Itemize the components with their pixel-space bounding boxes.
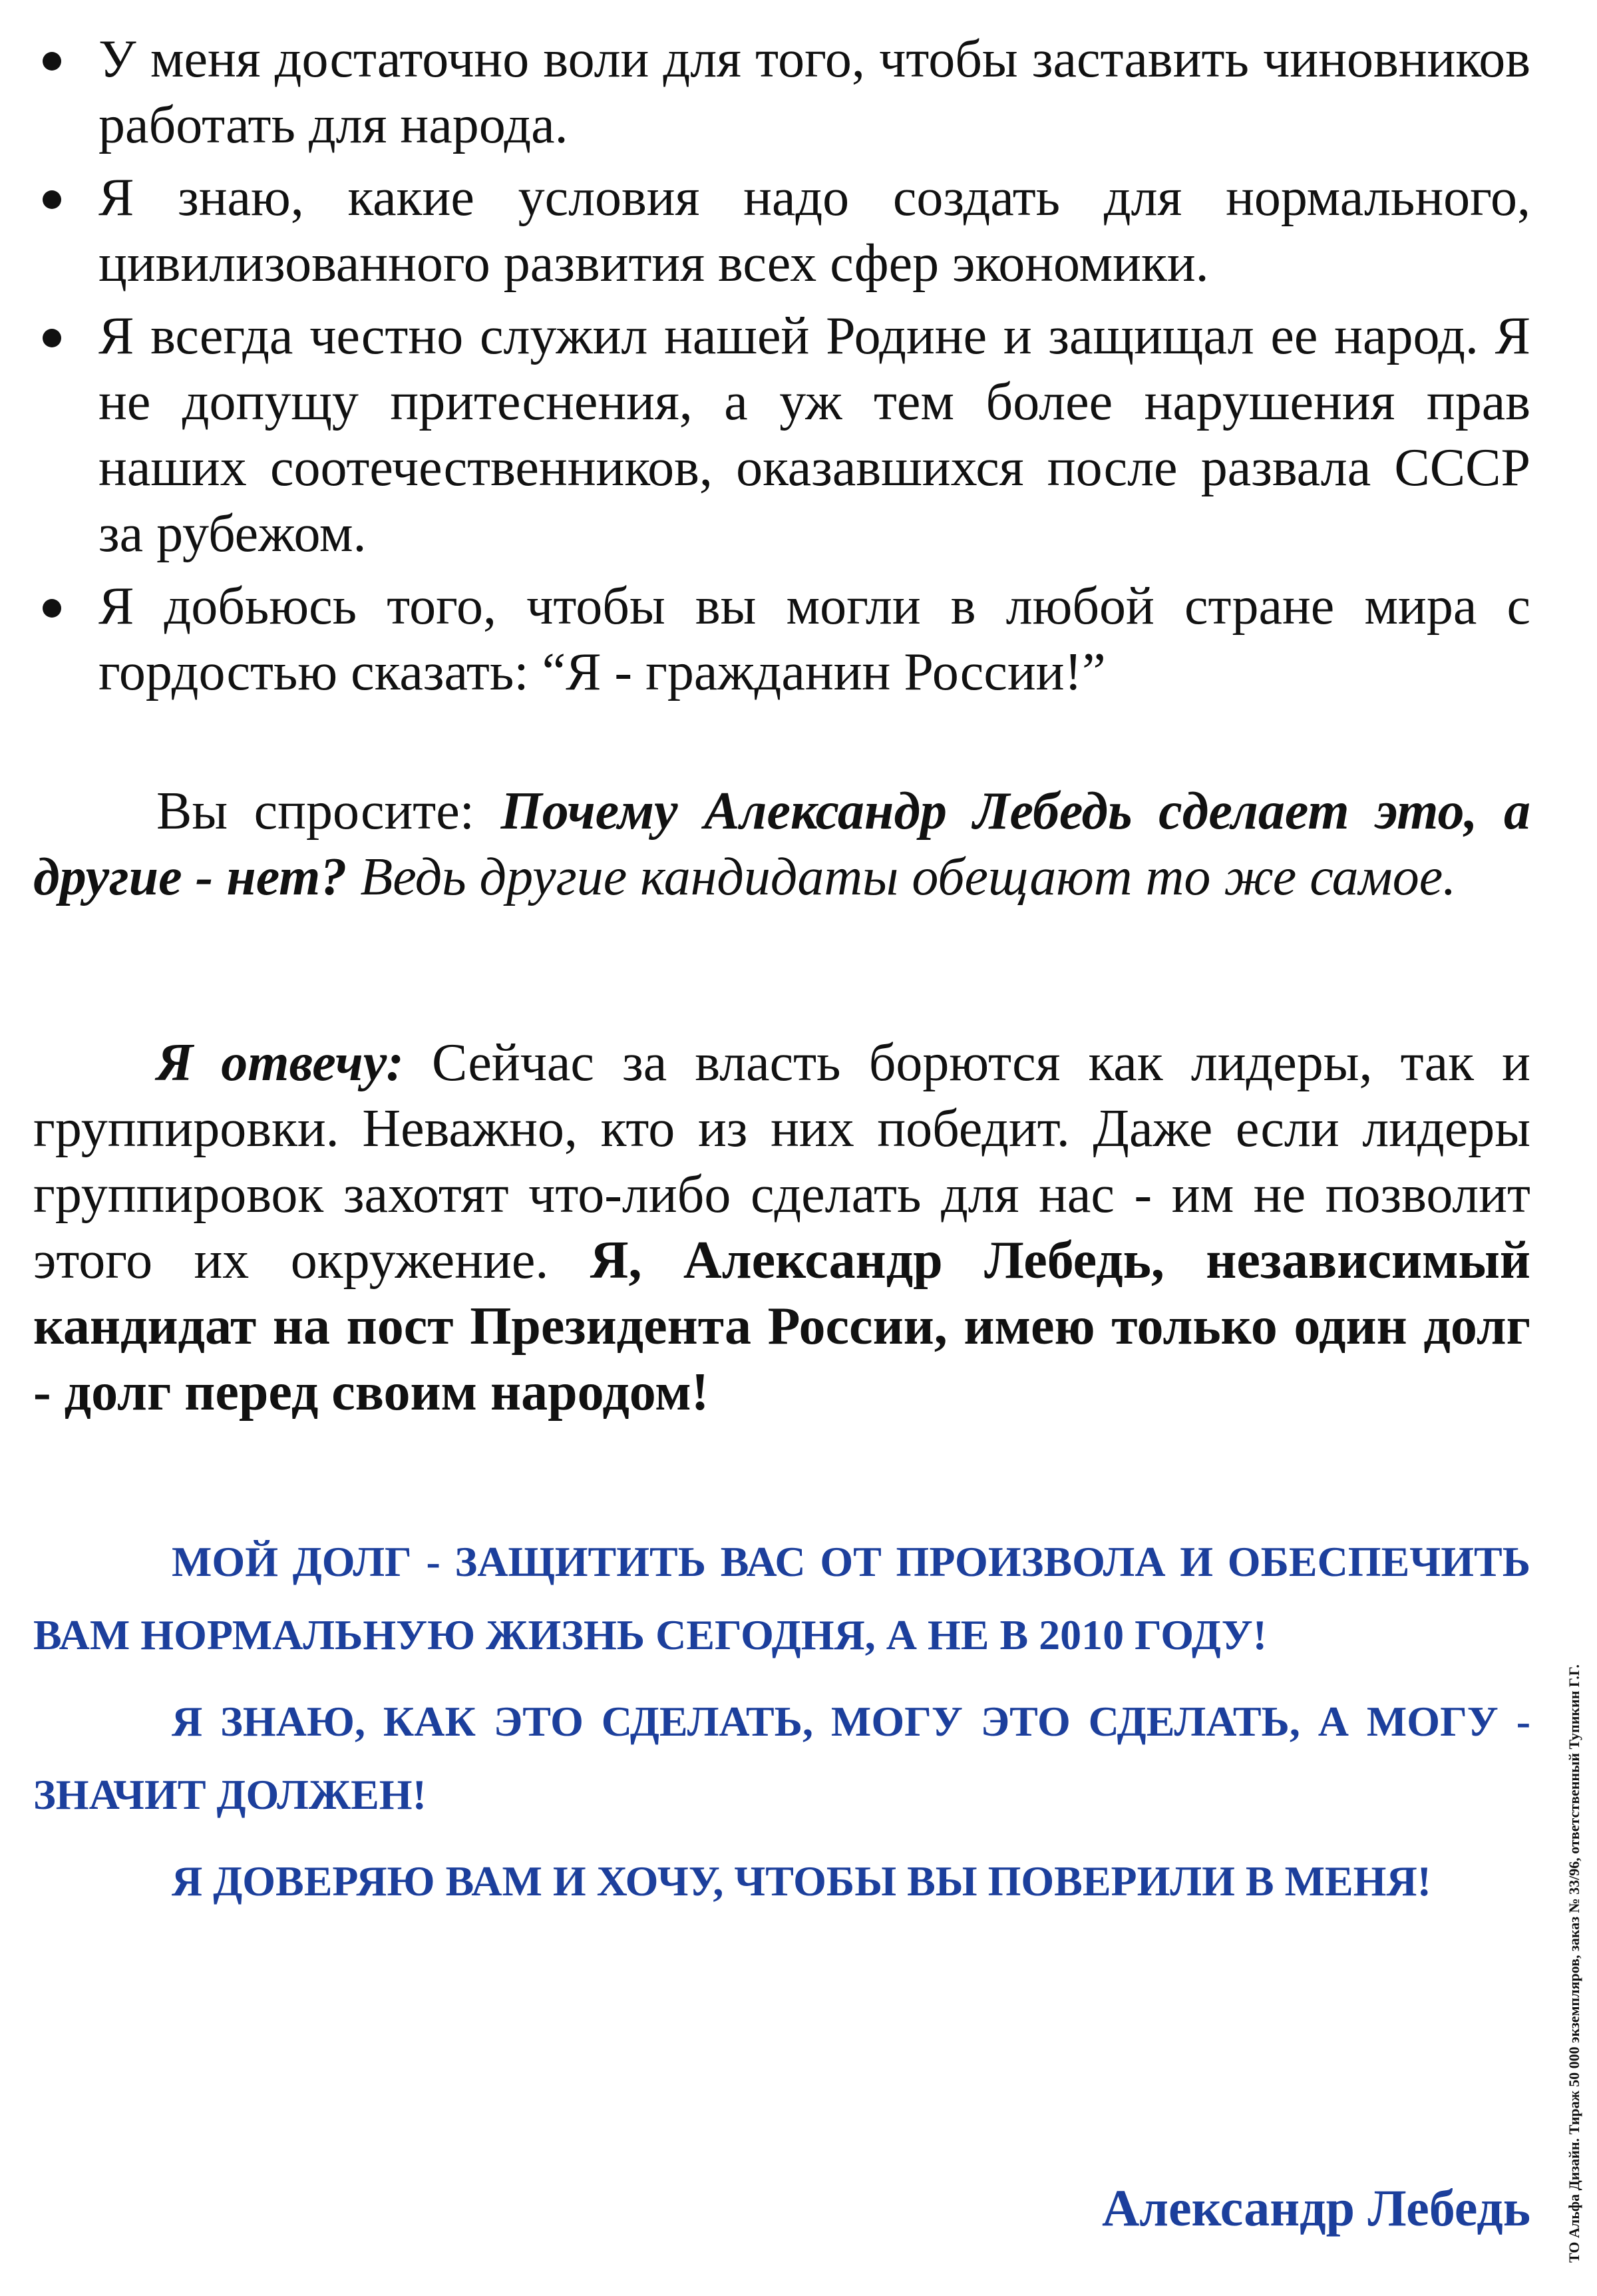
bullet-icon — [43, 190, 61, 209]
list-item — [33, 165, 1530, 297]
question-lead: Вы спросите: — [156, 782, 501, 841]
signature: Александр Лебедь — [1101, 2179, 1530, 2237]
print-imprint: ТО Альфа Дизайн. Тираж 50 000 экземпляров, заказ № 33/96, ответственный Тупикин Г.Г. — [1566, 1664, 1582, 2263]
question-emphasis: Почему Александр Лебедь сделает это, а другие - нет? — [33, 782, 1530, 906]
appeal-paragraph: Я ЗНАЮ, КАК ЭТО СДЕЛАТЬ, МОГУ ЭТО СДЕЛАТЬ, А МОГУ - ЗНАЧИТ ДОЛЖЕН! — [33, 1698, 1530, 1818]
list-item — [33, 27, 1530, 158]
bullet-list — [33, 27, 1530, 705]
list-item — [33, 303, 1530, 567]
bullet-icon — [43, 329, 61, 347]
question-rest: Ведь другие кандидаты обещают то же самое. — [347, 848, 1457, 906]
answer-lead: Я отвечу: — [156, 1034, 404, 1092]
appeal-block — [33, 1525, 1530, 1918]
bullet-text: Я знаю, какие условия надо создать для нормального, цивилизованного развития всех сфер экономики. — [98, 168, 1530, 293]
appeal-paragraph: Я ДОВЕРЯЮ ВАМ И ХОЧУ, ЧТОБЫ ВЫ ПОВЕРИЛИ В МЕНЯ! — [172, 1857, 1431, 1905]
answer-text: Сейчас за власть борются как лидеры, так и группировки. Неважно, кто из них победит. Даже если лидеры группировок захотят что-либо сделать для нас - им не позволит этого их окружение. — [33, 1034, 1530, 1290]
bullet-text: Я всегда честно служил нашей Родине и защищал ее народ. Я не допущу притеснения, а уж тем более нарушения прав наших соотечественников, оказавшихся после развала СССР за рубежом. — [98, 307, 1530, 563]
answer-paragraph — [33, 1030, 1530, 1426]
leaflet-page — [33, 27, 1530, 2237]
appeal-paragraph: МОЙ ДОЛГ - ЗАЩИТИТЬ ВАС ОТ ПРОИЗВОЛА И ОБЕСПЕЧИТЬ ВАМ НОРМАЛЬНУЮ ЖИЗНЬ СЕГОДНЯ, А НЕ В 2010 ГОДУ! — [33, 1538, 1530, 1658]
list-item — [33, 574, 1530, 705]
bullet-icon — [43, 52, 61, 71]
question-paragraph — [33, 779, 1530, 910]
answer-bold-statement: Я, Александр Лебедь, независимый кандидат на пост Президента России, имею только один долг - долг перед своим народом! — [33, 1231, 1530, 1422]
bullet-text: Я добьюсь того, чтобы вы могли в любой стране мира с гордостью сказать: “Я - гражданин России!” — [98, 577, 1530, 701]
bullet-icon — [43, 599, 61, 618]
bullet-text: У меня достаточно воли для того, чтобы заставить чиновников работать для народа. — [98, 30, 1530, 154]
